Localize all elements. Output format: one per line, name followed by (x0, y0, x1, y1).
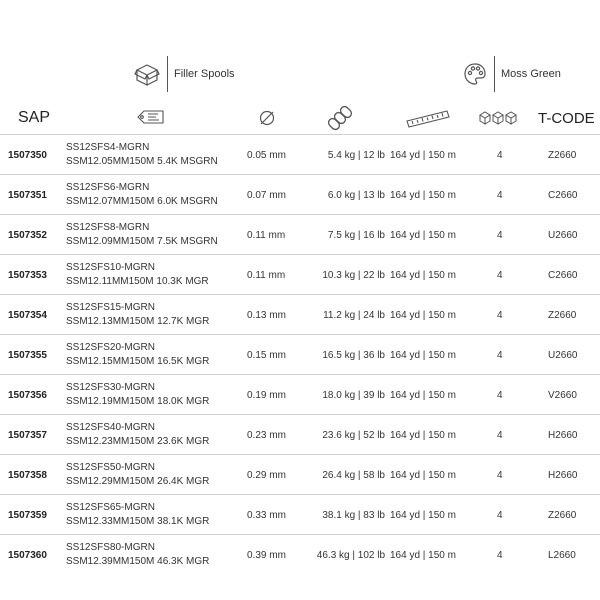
tcode-value: C2660 (548, 189, 578, 201)
packaging-label: Filler Spools (174, 68, 235, 80)
quantity-value: 4 (497, 309, 503, 321)
table-row (0, 214, 600, 255)
sap-number: 1507350 (8, 149, 47, 161)
breaking-strength-value: 7.5 kg | 16 lb (327, 229, 385, 241)
sap-number: 1507351 (8, 189, 47, 201)
tcode-value: U2660 (548, 349, 578, 361)
article-name: SS12SFS30-MGRN (66, 382, 155, 393)
table-row (0, 454, 600, 495)
price-tag-icon (136, 102, 166, 134)
diameter-value: 0.29 mm (247, 469, 286, 481)
article-code: SSM12.07MM150M 6.0K MSGRN (66, 196, 218, 207)
sap-number: 1507359 (8, 509, 47, 521)
divider (167, 56, 168, 92)
breaking-strength-value: 18.0 kg | 39 lb (322, 389, 385, 401)
tcode-value: H2660 (548, 469, 578, 481)
sap-number: 1507356 (8, 389, 47, 401)
breaking-strength-value: 23.6 kg | 52 lb (322, 429, 385, 441)
diameter-value: 0.23 mm (247, 429, 286, 441)
article-code: SSM12.23MM150M 23.6K MGR (66, 436, 210, 447)
breaking-strength-value: 38.1 kg | 83 lb (322, 509, 385, 521)
diameter-value: 0.33 mm (247, 509, 286, 521)
length-value: 164 yd | 150 m (390, 229, 456, 241)
sap-number: 1507358 (8, 469, 47, 481)
sap-number: 1507352 (8, 229, 47, 241)
sap-column-header: SAP (18, 109, 51, 126)
diameter-icon (257, 102, 277, 134)
article-name: SS12SFS65-MGRN (66, 502, 155, 513)
diameter-value: 0.13 mm (247, 309, 286, 321)
tcode-value: V2660 (548, 389, 577, 401)
length-value: 164 yd | 150 m (390, 469, 456, 481)
column-header-row (0, 102, 600, 134)
article-name: SS12SFS6-MGRN (66, 182, 150, 193)
article-code: SSM12.11MM150M 10.3K MGR (66, 276, 209, 287)
length-value: 164 yd | 150 m (390, 189, 456, 201)
tcode-value: Z2660 (548, 309, 577, 321)
article-code: SSM12.13MM150M 12.7K MGR (66, 316, 210, 327)
color-info (462, 52, 561, 96)
quantity-value: 4 (497, 229, 503, 241)
breaking-strength-value: 26.4 kg | 58 lb (322, 469, 385, 481)
quantity-value: 4 (497, 349, 503, 361)
quantity-value: 4 (497, 389, 503, 401)
box-icon (133, 60, 161, 88)
table-row (0, 494, 600, 535)
article-code: SSM12.39MM150M 46.3K MGR (66, 556, 210, 567)
length-value: 164 yd | 150 m (390, 389, 456, 401)
breaking-strength-value: 11.2 kg | 24 lb (323, 309, 385, 321)
diameter-value: 0.11 mm (247, 229, 286, 241)
quantity-value: 4 (497, 549, 503, 561)
quantity-value: 4 (497, 189, 503, 201)
article-code: SSM12.15MM150M 16.5K MGR (66, 356, 210, 367)
breaking-strength-value: 6.0 kg | 13 lb (327, 189, 385, 201)
table-row (0, 534, 600, 575)
tcode-value: H2660 (548, 429, 578, 441)
diameter-value: 0.39 mm (247, 549, 286, 561)
tcode-column-header: T-CODE (538, 109, 595, 127)
breaking-strength-value: 46.3 kg | 102 lb (316, 549, 385, 561)
table-row (0, 334, 600, 375)
ruler-icon (405, 102, 451, 134)
table-row (0, 294, 600, 335)
tcode-value: L2660 (548, 549, 576, 561)
article-code: SSM12.05MM150M 5.4K MSGRN (66, 156, 218, 167)
article-name: SS12SFS20-MGRN (66, 342, 155, 353)
article-name: SS12SFS50-MGRN (66, 462, 155, 473)
length-value: 164 yd | 150 m (390, 149, 456, 161)
sap-number: 1507353 (8, 269, 47, 281)
article-name: SS12SFS8-MGRN (66, 222, 150, 233)
diameter-value: 0.15 mm (247, 349, 286, 361)
boxes-icon (479, 102, 519, 134)
tcode-value: U2660 (548, 229, 578, 241)
table-row (0, 374, 600, 415)
length-value: 164 yd | 150 m (390, 349, 456, 361)
article-name: SS12SFS40-MGRN (66, 422, 155, 433)
breaking-strength-value: 16.5 kg | 36 lb (322, 349, 385, 361)
tcode-value: C2660 (548, 269, 578, 281)
length-value: 164 yd | 150 m (390, 549, 456, 561)
length-value: 164 yd | 150 m (390, 269, 456, 281)
article-name: SS12SFS15-MGRN (66, 302, 155, 313)
diameter-value: 0.07 mm (247, 189, 286, 201)
sap-number: 1507357 (8, 429, 47, 441)
article-name: SS12SFS10-MGRN (66, 262, 155, 273)
quantity-value: 4 (497, 269, 503, 281)
length-value: 164 yd | 150 m (390, 309, 456, 321)
breaking-strength-value: 10.3 kg | 22 lb (322, 269, 385, 281)
length-value: 164 yd | 150 m (390, 509, 456, 521)
divider (494, 56, 495, 92)
quantity-value: 4 (497, 149, 503, 161)
table-row (0, 134, 600, 175)
article-code: SSM12.29MM150M 26.4K MGR (66, 476, 210, 487)
tcode-value: Z2660 (548, 509, 577, 521)
diameter-value: 0.19 mm (247, 389, 286, 401)
article-name: SS12SFS4-MGRN (66, 142, 150, 153)
packaging-info (133, 52, 235, 96)
article-code: SSM12.09MM150M 7.5K MSGRN (66, 236, 218, 247)
table-row (0, 414, 600, 455)
tcode-value: Z2660 (548, 149, 577, 161)
article-code: SSM12.33MM150M 38.1K MGR (66, 516, 210, 527)
sap-number: 1507355 (8, 349, 47, 361)
quantity-value: 4 (497, 469, 503, 481)
article-name: SS12SFS80-MGRN (66, 542, 155, 553)
table-row (0, 254, 600, 295)
length-value: 164 yd | 150 m (390, 429, 456, 441)
breaking-strength-value: 5.4 kg | 12 lb (327, 149, 385, 161)
article-code: SSM12.19MM150M 18.0K MGR (66, 396, 210, 407)
chain-link-icon (327, 102, 353, 134)
palette-icon (462, 61, 488, 87)
diameter-value: 0.11 mm (247, 269, 286, 281)
diameter-value: 0.05 mm (247, 149, 286, 161)
sap-number: 1507354 (8, 309, 47, 321)
table-row (0, 174, 600, 215)
sap-number: 1507360 (8, 549, 47, 561)
quantity-value: 4 (497, 429, 503, 441)
color-label: Moss Green (501, 68, 561, 80)
quantity-value: 4 (497, 509, 503, 521)
